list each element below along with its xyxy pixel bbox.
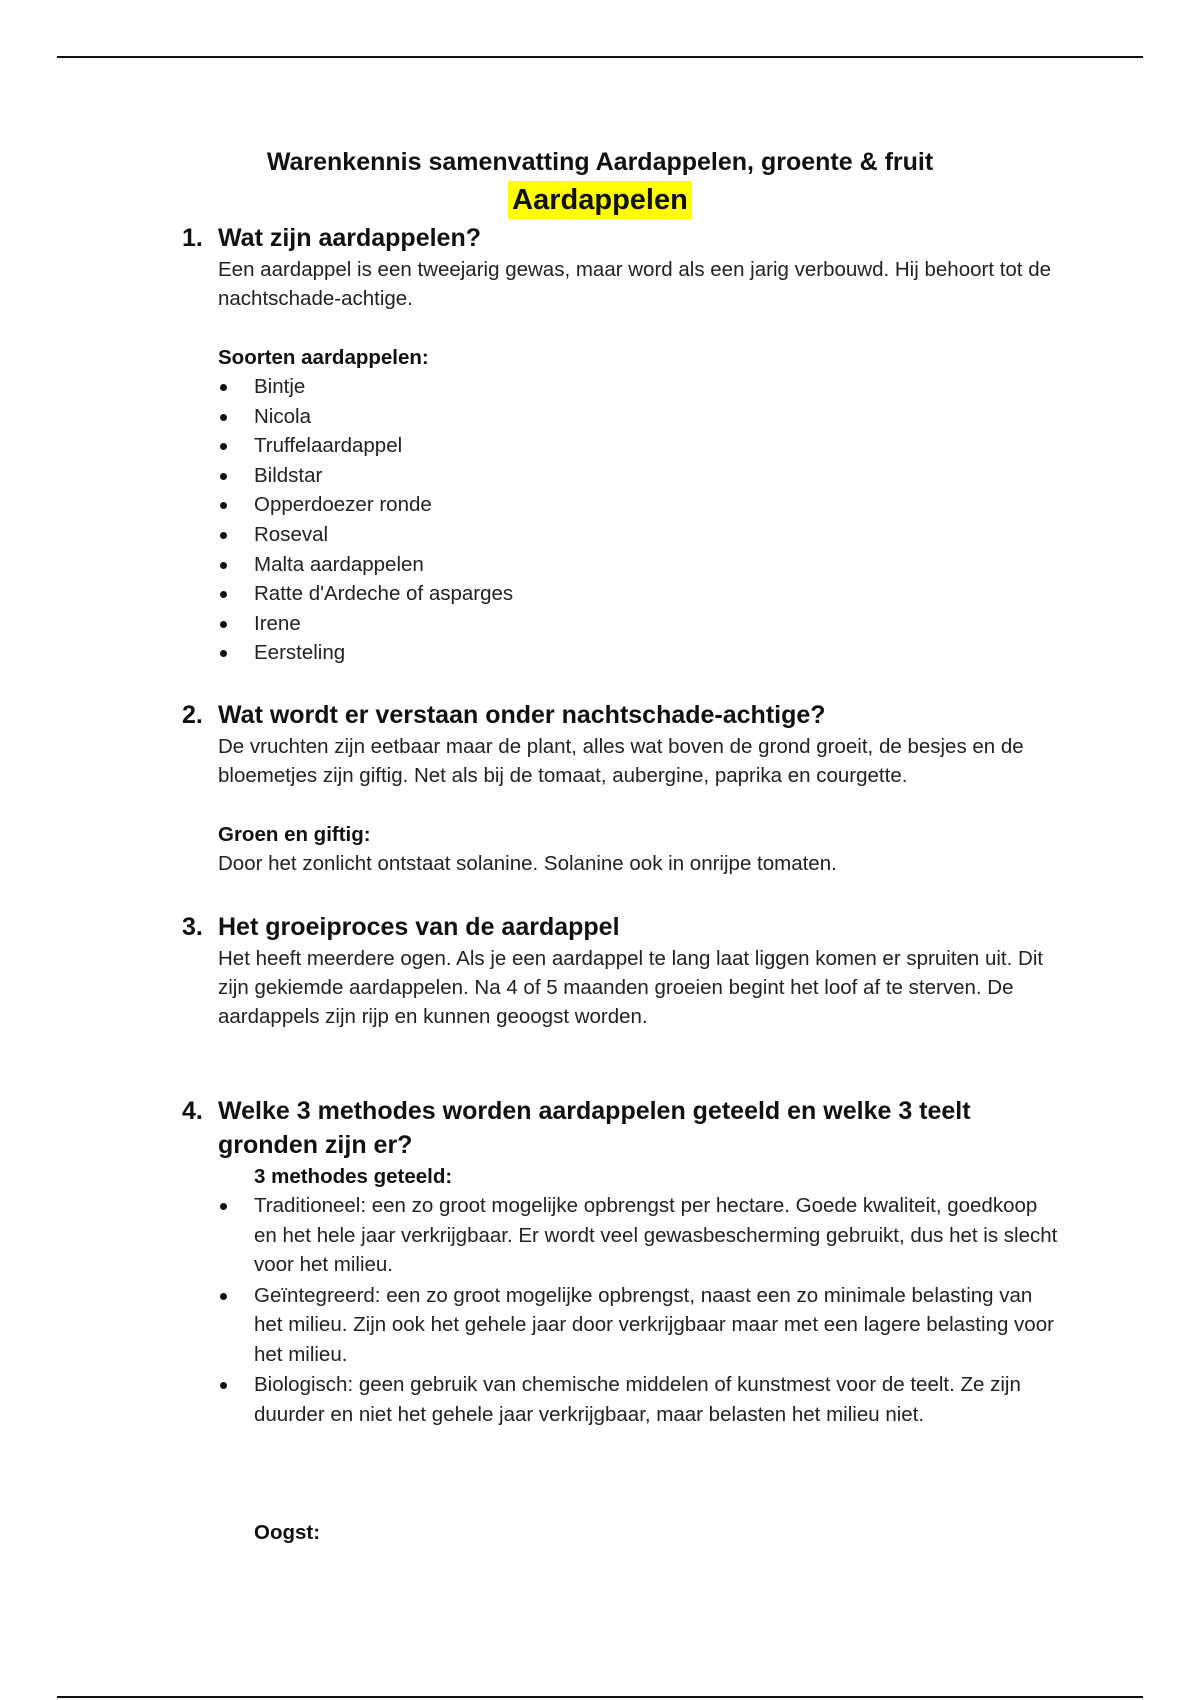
section-text: Het heeft meerdere ogen. Als je een aardappel te lang laat liggen komen er spruiten uit. Dit zijn gekiemde aardappelen. Na 4 of 5 maanden groeien begint het loof af te sterven. De aardappels zijn rijp en kunnen geoogst worden. — [218, 947, 1044, 1028]
section-heading — [182, 698, 1062, 732]
footer-label: Oogst: — [254, 1521, 321, 1544]
list-item: Truffelaardappel — [218, 431, 1062, 461]
sub-label: Groen en giftig: — [218, 823, 371, 846]
section-body — [218, 255, 1062, 668]
section-number: 2. — [182, 701, 203, 729]
section-heading — [182, 910, 1062, 944]
list-label: Soorten aardappelen: — [218, 346, 429, 369]
document-title: Warenkennis samenvatting Aardappelen, groente & fruit — [266, 148, 934, 176]
section-number: 4. — [182, 1097, 203, 1125]
bullet-icon — [220, 1293, 227, 1300]
spacer — [218, 1430, 1062, 1518]
bullet-icon — [220, 502, 227, 509]
section-title: Wat zijn aardappelen? — [218, 224, 482, 252]
section-1 — [182, 221, 1062, 668]
bullet-icon — [220, 1382, 227, 1389]
list-item: Biologisch: geen gebruik van chemische middelen of kunstmest voor de teelt. Ze zijn duurder en niet het gehele jaar verkrijgbaar, maar belasten het milieu niet. — [218, 1370, 1062, 1429]
sub-text: Door het zonlicht ontstaat solanine. Solanine ook in onrijpe tomaten. — [218, 852, 837, 875]
list-item: Eersteling — [218, 638, 1062, 668]
section-number: 3. — [182, 913, 203, 941]
bullet-icon — [220, 650, 227, 657]
footer-rule — [57, 1696, 1143, 1698]
highlighted-subtitle: Aardappelen — [508, 181, 692, 219]
subtitle-wrap — [0, 181, 1200, 219]
section-text: Een aardappel is een tweejarig gewas, maar word als een jarig verbouwd. Hij behoort tot de nachtschade-achtige. — [218, 258, 1052, 310]
bullet-icon — [220, 473, 227, 480]
bullet-icon — [220, 562, 227, 569]
list-item: Malta aardappelen — [218, 550, 1062, 580]
section-4 — [182, 1094, 1062, 1547]
section-3 — [182, 910, 1062, 1031]
section-heading — [182, 1094, 1062, 1162]
list-item: Bintje — [218, 372, 1062, 402]
spacer — [218, 313, 1062, 343]
list-item: Geïntegreerd: een zo groot mogelijke opbrengst, naast een zo minimale belasting van het milieu. Zijn ook het gehele jaar door verkrijgbaar maar met een lagere belasting voor het milieu. — [218, 1281, 1062, 1370]
section-text: De vruchten zijn eetbaar maar de plant, alles wat boven de grond groeit, de besjes en de bloemetjes zijn giftig. Net als bij de tomaat, aubergine, paprika en courgette. — [218, 735, 1024, 787]
list-item: Traditioneel: een zo groot mogelijke opbrengst per hectare. Goede kwaliteit, goedkoop en het hele jaar verkrijgbaar. Er wordt veel gewasbescherming gebruikt, dus het is slecht voor het milieu. — [218, 1191, 1062, 1280]
list-item: Irene — [218, 609, 1062, 639]
bullet-icon — [220, 1203, 227, 1210]
spacer — [218, 790, 1062, 820]
cultivation-methods-list — [218, 1191, 1062, 1429]
potato-varieties-list — [218, 372, 1062, 668]
list-item: Ratte d'Ardeche of asparges — [218, 579, 1062, 609]
bullet-icon — [220, 443, 227, 450]
section-2 — [182, 698, 1062, 878]
list-item: Bildstar — [218, 461, 1062, 491]
bullet-icon — [220, 414, 227, 421]
section-body — [218, 944, 1062, 1031]
bullet-icon — [220, 621, 227, 628]
section-heading — [182, 221, 1062, 255]
list-item: Nicola — [218, 402, 1062, 432]
bullet-icon — [220, 384, 227, 391]
header-rule — [57, 56, 1143, 58]
section-title: Welke 3 methodes worden aardappelen geteeld en welke 3 teelt gronden zijn er? — [218, 1097, 971, 1159]
list-item: Roseval — [218, 520, 1062, 550]
section-body — [218, 732, 1062, 878]
bullet-icon — [220, 532, 227, 539]
section-title: Wat wordt er verstaan onder nachtschade-achtige? — [218, 701, 826, 729]
section-number: 1. — [182, 224, 203, 252]
list-item: Opperdoezer ronde — [218, 490, 1062, 520]
list-label: 3 methodes geteeld: — [254, 1165, 453, 1188]
section-body — [218, 1162, 1062, 1547]
bullet-icon — [220, 591, 227, 598]
section-title: Het groeiproces van de aardappel — [218, 913, 620, 941]
